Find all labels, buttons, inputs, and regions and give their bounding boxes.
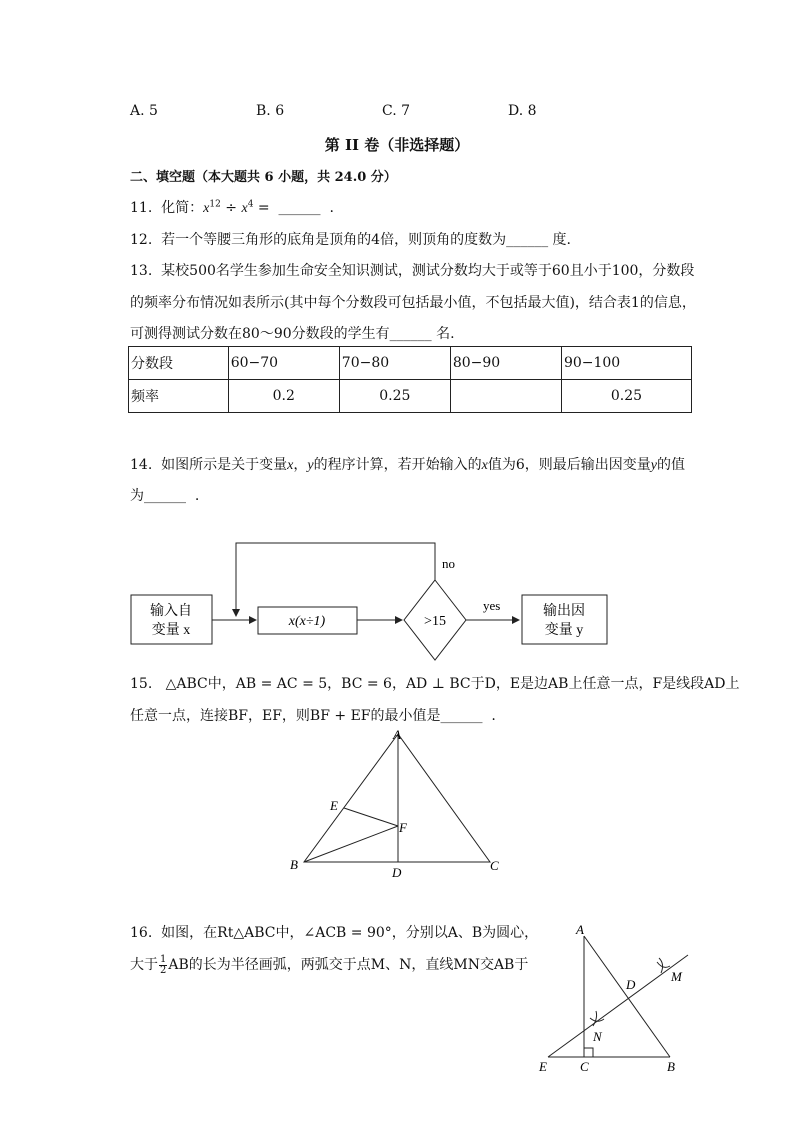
question-end: 度.	[552, 232, 571, 248]
question-text: 可测得测试分数在80～90分数段的学生有	[130, 326, 390, 342]
yes-label: yes	[483, 598, 501, 613]
question-13-line2: 的频率分布情况如表所示(其中每个分数段可包括最小值，不包括最大值)，结合表1的信息，	[130, 295, 696, 311]
segment-ef	[344, 808, 398, 826]
point-label-b: B	[290, 857, 298, 872]
point-label-a: A	[393, 727, 401, 742]
question-number: 11.	[130, 200, 153, 216]
question-number: 13.	[130, 263, 153, 279]
question-12	[130, 229, 571, 249]
question-13-line3	[130, 323, 455, 343]
process-label: x(x÷1)	[288, 614, 326, 629]
question-text: 化简：	[161, 200, 204, 216]
point-label-f: F	[399, 820, 407, 835]
question-16-line2	[130, 954, 528, 976]
question-text: 若一个等腰三角形的底角是顶角的4倍，则顶角的度数为	[161, 232, 507, 248]
loop-arrow	[236, 543, 435, 616]
point-label-c: C	[580, 1059, 589, 1074]
question-text: 值为6，则最后输出因变量	[487, 457, 651, 473]
question-end: .	[194, 488, 200, 504]
option-d: D. 8	[508, 103, 537, 119]
option-a: A. 5	[130, 103, 158, 119]
question-end: .	[491, 708, 496, 724]
fraction-numerator: 1	[160, 953, 167, 965]
question-13	[130, 260, 694, 280]
math-variable: x	[481, 458, 488, 473]
no-label: no	[442, 556, 455, 571]
fraction	[159, 955, 167, 976]
question-text: 任意一点，连接BF，EF，则BF + EF的最小值是	[130, 708, 441, 724]
option-b: B. 6	[256, 103, 285, 119]
answer-blank: ______	[506, 232, 549, 248]
table-header-cell: 80−90	[450, 347, 561, 380]
question-text: 大于	[130, 957, 158, 973]
question-11	[130, 197, 334, 217]
right-angle-mark	[584, 1048, 593, 1057]
question-number: 14.	[130, 457, 153, 473]
question-text: 的值	[656, 457, 685, 473]
question-text: 某校500名学生参加生命安全知识测试，测试分数均大于或等于60且小于100，分数段	[161, 263, 695, 279]
table-cell: 频率	[129, 380, 229, 413]
table-header-row	[129, 347, 692, 380]
math-equals: =	[253, 200, 275, 216]
table-header-cell: 90−100	[561, 347, 691, 380]
question-number: 12.	[130, 232, 153, 248]
question-text: AB的长为半径画弧，两弧交于点M、N，直线MN交AB于	[168, 957, 529, 973]
question-text: 为	[130, 488, 144, 504]
frequency-table	[128, 346, 692, 413]
math-base: x	[241, 201, 248, 216]
table-header-cell: 分数段	[129, 347, 229, 380]
table-header-cell: 70−80	[339, 347, 450, 380]
question-14-line2	[130, 485, 199, 505]
point-label-m: M	[671, 969, 682, 984]
question-end: .	[329, 200, 334, 216]
table-cell	[450, 380, 561, 413]
question-16	[130, 922, 538, 942]
input-label-line1: 输入自	[150, 604, 192, 619]
question-text: 如图所示是关于变量	[161, 457, 288, 473]
table-row	[129, 380, 692, 413]
segment-bf	[304, 826, 398, 862]
point-label-c: C	[490, 858, 499, 873]
output-label-line2: 变量 y	[544, 623, 584, 638]
triangle-figure-16	[530, 918, 710, 1078]
math-exponent: 12	[209, 199, 221, 210]
output-label-line1: 输出因	[543, 604, 585, 619]
flowchart	[0, 530, 794, 665]
arc-mark-n	[590, 1018, 604, 1021]
point-label-d: D	[392, 865, 402, 880]
input-label-line2: 变量 x	[151, 623, 191, 638]
condition-label: >15	[424, 614, 446, 629]
line-mn	[548, 955, 688, 1057]
question-text: ，	[293, 457, 308, 473]
math-variable: x	[287, 458, 294, 473]
answer-blank: ______	[389, 326, 432, 342]
table-cell: 0.25	[339, 380, 450, 413]
answer-blank: ______	[144, 488, 186, 504]
math-exponent: 4	[247, 199, 254, 210]
fraction-denominator: 2	[160, 964, 167, 976]
math-base: x	[203, 201, 210, 216]
arc-mark-m	[657, 962, 670, 967]
math-operator: ÷	[220, 200, 242, 216]
section-title: 第 II 卷（非选择题）	[324, 136, 470, 154]
table-cell: 0.25	[561, 380, 691, 413]
triangle-figure-15	[280, 722, 510, 882]
math-variable: y	[650, 458, 657, 473]
point-label-d: D	[626, 977, 636, 992]
question-number: 15.	[130, 676, 153, 692]
part-heading: 二、填空题（本大题共 6 小题，共 24.0 分）	[130, 170, 397, 185]
point-label-e: E	[330, 798, 338, 813]
question-14	[130, 454, 685, 474]
question-number: 16.	[130, 925, 153, 941]
point-label-n: N	[593, 1029, 602, 1044]
point-label-e: E	[539, 1059, 547, 1074]
question-text: △ABC中，AB = AC = 5，BC = 6，AD ⊥ BC于D，E是边AB上任意一点，F是线段AD上	[165, 676, 740, 692]
question-text: 的程序计算，若开始输入的	[313, 457, 482, 473]
answer-blank: ______	[440, 708, 483, 724]
table-header-cell: 60−70	[228, 347, 339, 380]
option-c: C. 7	[382, 103, 411, 119]
point-label-a: A	[576, 922, 584, 937]
question-15	[130, 673, 740, 693]
answer-blank: ______	[278, 200, 321, 216]
table-cell: 0.2	[228, 380, 339, 413]
question-end: 名.	[436, 326, 455, 342]
point-label-b: B	[667, 1059, 675, 1074]
question-text: 如图，在Rt△ABC中，∠ACB = 90°，分别以A、B为圆心，	[161, 925, 539, 941]
math-variable: y	[307, 458, 314, 473]
